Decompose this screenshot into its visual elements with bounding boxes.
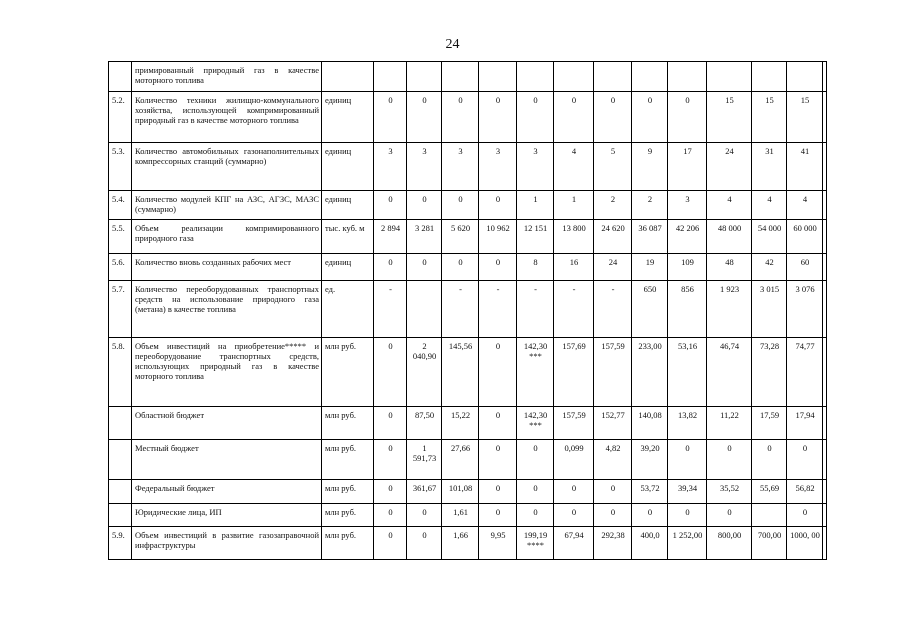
value-cell	[823, 504, 827, 527]
value-cell	[823, 220, 827, 254]
value-cell: 3	[442, 143, 479, 191]
value-cell: 24 620	[594, 220, 632, 254]
row-description: Федеральный бюджет	[132, 480, 322, 504]
value-cell: 0	[374, 504, 407, 527]
row-unit: млн руб.	[322, 338, 374, 407]
row-number: 5.2.	[109, 92, 132, 143]
value-cell: 1	[554, 191, 594, 220]
value-cell: 0	[554, 480, 594, 504]
value-cell	[787, 62, 823, 92]
value-cell: 0	[517, 440, 554, 480]
value-cell: 2 894	[374, 220, 407, 254]
value-cell: 101,08	[442, 480, 479, 504]
value-cell: 12 151	[517, 220, 554, 254]
value-cell: 3	[517, 143, 554, 191]
row-description: Количество вновь созданных рабочих мест	[132, 254, 322, 281]
value-cell: 1,61	[442, 504, 479, 527]
value-cell: 56,82	[787, 480, 823, 504]
value-cell: 9,95	[479, 527, 517, 560]
value-cell: -	[374, 281, 407, 338]
row-unit: млн руб.	[322, 440, 374, 480]
value-cell: 36 087	[632, 220, 668, 254]
value-cell	[407, 281, 442, 338]
row-unit: ед.	[322, 281, 374, 338]
row-description: Количество модулей КПГ на АЗС, АГЗС, МАЗС (суммарно)	[132, 191, 322, 220]
value-cell: 0	[787, 440, 823, 480]
row-unit: единиц	[322, 254, 374, 281]
value-cell: 42 206	[668, 220, 707, 254]
row-description: Юридические лица, ИП	[132, 504, 322, 527]
value-cell: 87,50	[407, 407, 442, 440]
value-cell: 17	[668, 143, 707, 191]
value-cell: 0	[407, 191, 442, 220]
value-cell: 361,67	[407, 480, 442, 504]
value-cell	[632, 62, 668, 92]
value-cell	[374, 62, 407, 92]
value-cell: 0	[479, 254, 517, 281]
row-number	[109, 480, 132, 504]
row-unit: тыс. куб. м	[322, 220, 374, 254]
value-cell: 0	[668, 440, 707, 480]
value-cell	[707, 62, 752, 92]
value-cell: 1 591,73	[407, 440, 442, 480]
value-cell: 53,16	[668, 338, 707, 407]
value-cell: 0	[479, 92, 517, 143]
value-cell: 152,77	[594, 407, 632, 440]
row-number: 5.5.	[109, 220, 132, 254]
value-cell: 55,69	[752, 480, 787, 504]
table-row	[109, 62, 827, 92]
table-row	[109, 191, 827, 220]
value-cell: 400,0	[632, 527, 668, 560]
value-cell: -	[479, 281, 517, 338]
row-unit	[322, 62, 374, 92]
value-cell: 16	[554, 254, 594, 281]
value-cell: 41	[787, 143, 823, 191]
value-cell	[823, 191, 827, 220]
indicators-table	[108, 61, 827, 560]
row-unit: единиц	[322, 191, 374, 220]
value-cell	[594, 62, 632, 92]
page-number: 24	[445, 37, 460, 52]
row-number	[109, 504, 132, 527]
value-cell: -	[517, 281, 554, 338]
row-number: 5.9.	[109, 527, 132, 560]
value-cell: 0	[374, 191, 407, 220]
value-cell: 0	[479, 440, 517, 480]
row-description: примированный природный газ в качестве моторного топлива	[132, 62, 322, 92]
value-cell: 3 281	[407, 220, 442, 254]
value-cell: 157,59	[594, 338, 632, 407]
value-cell: 67,94	[554, 527, 594, 560]
value-cell: 4	[787, 191, 823, 220]
value-cell: 0	[517, 480, 554, 504]
value-cell: 4	[554, 143, 594, 191]
value-cell: 0	[479, 480, 517, 504]
row-number: 5.7.	[109, 281, 132, 338]
value-cell: 700,00	[752, 527, 787, 560]
row-unit: млн руб.	[322, 504, 374, 527]
value-cell: 0	[374, 440, 407, 480]
value-cell: 5	[594, 143, 632, 191]
value-cell: 856	[668, 281, 707, 338]
value-cell: 0	[668, 92, 707, 143]
value-cell: 48	[707, 254, 752, 281]
value-cell: 24	[594, 254, 632, 281]
value-cell	[752, 62, 787, 92]
row-unit: единиц	[322, 143, 374, 191]
value-cell: 13 800	[554, 220, 594, 254]
value-cell: 74,77	[787, 338, 823, 407]
value-cell: 8	[517, 254, 554, 281]
value-cell: 0	[374, 480, 407, 504]
value-cell: 0	[752, 440, 787, 480]
value-cell: 4,82	[594, 440, 632, 480]
value-cell: 0	[407, 254, 442, 281]
value-cell: 0	[479, 191, 517, 220]
value-cell: 0	[374, 338, 407, 407]
value-cell: 39,34	[668, 480, 707, 504]
table-row	[109, 480, 827, 504]
row-unit: млн руб.	[322, 407, 374, 440]
value-cell: 0	[407, 504, 442, 527]
value-cell	[554, 62, 594, 92]
value-cell: 11,22	[707, 407, 752, 440]
row-unit: единиц	[322, 92, 374, 143]
value-cell: 800,00	[707, 527, 752, 560]
value-cell: 31	[752, 143, 787, 191]
value-cell	[823, 338, 827, 407]
value-cell: 1 252,00	[668, 527, 707, 560]
value-cell: 15	[752, 92, 787, 143]
table-row	[109, 143, 827, 191]
value-cell: 0	[632, 92, 668, 143]
value-cell: 2	[594, 191, 632, 220]
value-cell: 15	[787, 92, 823, 143]
value-cell: 1,66	[442, 527, 479, 560]
value-cell: 0	[707, 504, 752, 527]
value-cell	[823, 407, 827, 440]
value-cell: 3	[668, 191, 707, 220]
value-cell: 0	[517, 504, 554, 527]
value-cell: 3	[407, 143, 442, 191]
value-cell: 5 620	[442, 220, 479, 254]
value-cell: 27,66	[442, 440, 479, 480]
value-cell	[442, 62, 479, 92]
value-cell: 0	[374, 407, 407, 440]
value-cell: 3 015	[752, 281, 787, 338]
value-cell	[823, 254, 827, 281]
value-cell: 1 923	[707, 281, 752, 338]
value-cell: 2	[632, 191, 668, 220]
value-cell: 0	[442, 254, 479, 281]
value-cell: 10 962	[479, 220, 517, 254]
value-cell: 17,94	[787, 407, 823, 440]
value-cell: 142,30 ***	[517, 407, 554, 440]
table-row	[109, 407, 827, 440]
value-cell: 0	[442, 191, 479, 220]
value-cell: 13,82	[668, 407, 707, 440]
value-cell	[407, 62, 442, 92]
row-number: 5.4.	[109, 191, 132, 220]
value-cell: 292,38	[594, 527, 632, 560]
value-cell: 39,20	[632, 440, 668, 480]
value-cell: 0	[594, 504, 632, 527]
value-cell	[823, 440, 827, 480]
value-cell: 0	[554, 504, 594, 527]
value-cell	[823, 143, 827, 191]
value-cell: 0	[479, 407, 517, 440]
row-description: Количество автомобильных газонаполнительных компрессорных станций (суммарно)	[132, 143, 322, 191]
value-cell: 24	[707, 143, 752, 191]
table-row	[109, 281, 827, 338]
value-cell: 0	[632, 504, 668, 527]
table-row	[109, 220, 827, 254]
value-cell	[823, 281, 827, 338]
value-cell: 0	[707, 440, 752, 480]
value-cell: 19	[632, 254, 668, 281]
row-unit: млн руб.	[322, 527, 374, 560]
value-cell: 0	[374, 254, 407, 281]
value-cell: 17,59	[752, 407, 787, 440]
row-number: 5.6.	[109, 254, 132, 281]
value-cell: 0	[554, 92, 594, 143]
value-cell: 0	[407, 92, 442, 143]
value-cell: 157,69	[554, 338, 594, 407]
value-cell: 60	[787, 254, 823, 281]
value-cell: 1000, 00	[787, 527, 823, 560]
row-number	[109, 440, 132, 480]
row-description: Местный бюджет	[132, 440, 322, 480]
value-cell: -	[442, 281, 479, 338]
value-cell: 199,19 ****	[517, 527, 554, 560]
value-cell	[668, 62, 707, 92]
value-cell: 0	[594, 480, 632, 504]
table-row	[109, 527, 827, 560]
value-cell: 0,099	[554, 440, 594, 480]
value-cell	[752, 504, 787, 527]
value-cell: 54 000	[752, 220, 787, 254]
value-cell: 9	[632, 143, 668, 191]
value-cell: 4	[707, 191, 752, 220]
value-cell: 15,22	[442, 407, 479, 440]
row-description: Областной бюджет	[132, 407, 322, 440]
row-description: Объем инвестиций на приобретение***** и переоборудование транспортных средств, использующих природный газ в качестве моторного топлива	[132, 338, 322, 407]
row-unit: млн руб.	[322, 480, 374, 504]
value-cell: 650	[632, 281, 668, 338]
value-cell	[823, 62, 827, 92]
value-cell: 0	[442, 92, 479, 143]
value-cell: 0	[374, 92, 407, 143]
value-cell: 4	[752, 191, 787, 220]
value-cell: 142,30 ***	[517, 338, 554, 407]
value-cell	[823, 480, 827, 504]
row-number	[109, 407, 132, 440]
value-cell: 0	[787, 504, 823, 527]
value-cell: 46,74	[707, 338, 752, 407]
value-cell: 140,08	[632, 407, 668, 440]
value-cell: 35,52	[707, 480, 752, 504]
value-cell: 2 040,90	[407, 338, 442, 407]
row-description: Количество техники жилищно-коммунального хозяйства, использующей компримированный природный газ в качестве моторного топлива	[132, 92, 322, 143]
value-cell: 0	[479, 338, 517, 407]
row-number: 5.8.	[109, 338, 132, 407]
row-number: 5.3.	[109, 143, 132, 191]
value-cell: 73,28	[752, 338, 787, 407]
value-cell: 1	[517, 191, 554, 220]
value-cell: 3	[479, 143, 517, 191]
value-cell: 48 000	[707, 220, 752, 254]
value-cell: 0	[517, 92, 554, 143]
value-cell: -	[554, 281, 594, 338]
table-row	[109, 254, 827, 281]
table-row	[109, 440, 827, 480]
value-cell: -	[594, 281, 632, 338]
row-description: Объем инвестиций в развитие газозаправочной инфраструктуры	[132, 527, 322, 560]
value-cell: 60 000	[787, 220, 823, 254]
row-number	[109, 62, 132, 92]
value-cell: 0	[479, 504, 517, 527]
value-cell: 42	[752, 254, 787, 281]
value-cell	[479, 62, 517, 92]
table-row	[109, 338, 827, 407]
table-row	[109, 92, 827, 143]
value-cell: 233,00	[632, 338, 668, 407]
value-cell: 53,72	[632, 480, 668, 504]
value-cell	[823, 92, 827, 143]
value-cell: 15	[707, 92, 752, 143]
value-cell: 0	[594, 92, 632, 143]
value-cell: 0	[668, 504, 707, 527]
row-description: Количество переоборудованных транспортных средств на использование природного газа (метана) в качестве топлива	[132, 281, 322, 338]
value-cell: 157,59	[554, 407, 594, 440]
value-cell	[823, 527, 827, 560]
row-description: Объем реализации компримированного природного газа	[132, 220, 322, 254]
table-row	[109, 504, 827, 527]
value-cell: 3 076	[787, 281, 823, 338]
value-cell: 0	[407, 527, 442, 560]
value-cell: 145,56	[442, 338, 479, 407]
value-cell: 109	[668, 254, 707, 281]
value-cell: 0	[374, 527, 407, 560]
value-cell	[517, 62, 554, 92]
value-cell: 3	[374, 143, 407, 191]
